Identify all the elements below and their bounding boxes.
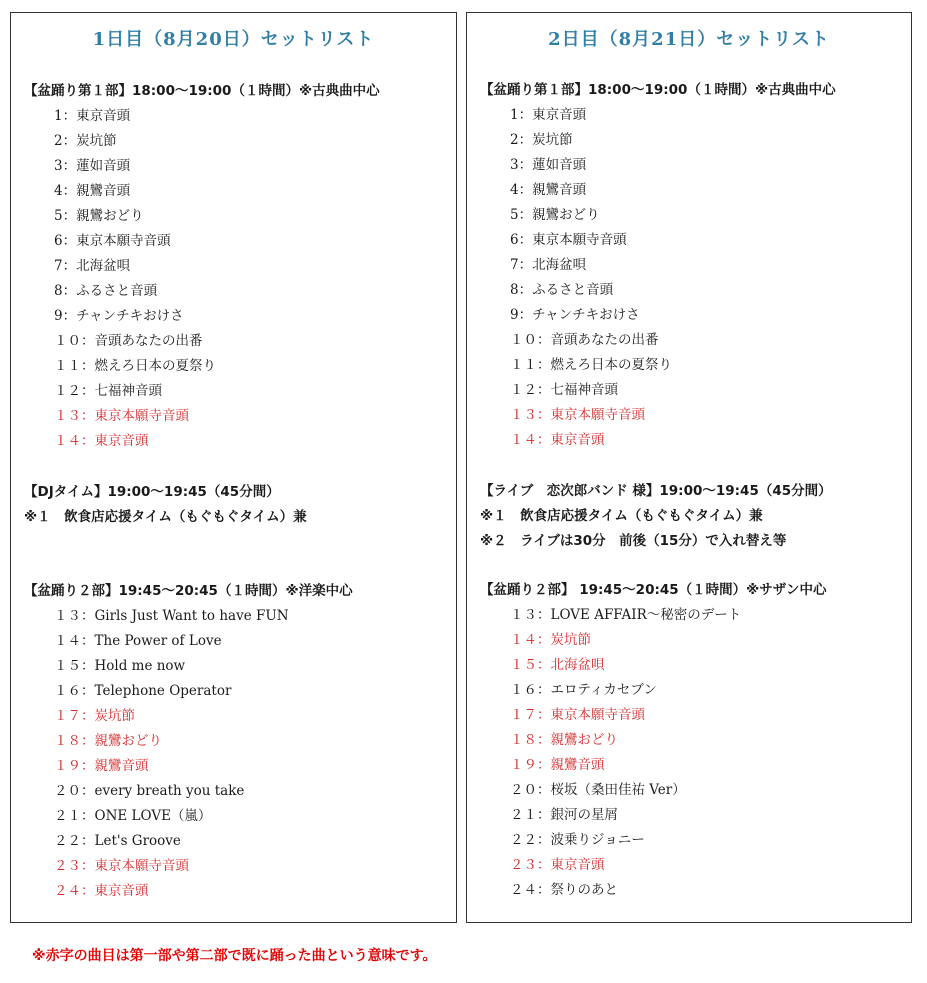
song-item: 2：炭坑節 — [54, 133, 117, 149]
day2-part1-list — [480, 103, 905, 453]
day1-part2-list — [24, 604, 450, 904]
song-item: １２：七福神音頭 — [54, 383, 162, 399]
song-item-repeat: ２３：東京本願寺音頭 — [54, 858, 189, 874]
day2-part2-list — [480, 603, 905, 903]
day1-middle-header: 【DJタイム】19:00～19:45（45分間） — [24, 484, 280, 500]
song-item: １０：音頭あなたの出番 — [510, 332, 659, 348]
day1-middle — [24, 480, 450, 530]
song-item: １２：七福神音頭 — [510, 382, 618, 398]
song-item: 9：チャンチキおけさ — [54, 308, 184, 324]
note-line: ※１ 飲食店応援タイム（もぐもぐタイム）兼 — [24, 509, 307, 525]
song-item: 3：蓮如音頭 — [510, 157, 587, 173]
day2-middle-notes — [480, 504, 905, 554]
song-item: １６：エロティカセブン — [510, 682, 657, 698]
note-line: ※１ 飲食店応援タイム（もぐもぐタイム）兼 — [480, 508, 763, 524]
song-item: １５：Hold me now — [54, 658, 186, 674]
song-item-repeat: １４：東京音頭 — [54, 433, 149, 449]
note-line: ※２ ライブは30分 前後（15分）で入れ替え等 — [480, 533, 787, 549]
song-item: １１：燃えろ日本の夏祭り — [54, 358, 216, 374]
red-text-footnote: ※赤字の曲目は第一部や第二部で既に踊った曲という意味です。 — [32, 948, 437, 964]
song-item: 9：チャンチキおけさ — [510, 307, 640, 323]
song-item: 4：親鸞音頭 — [510, 182, 587, 198]
day1-setlist-panel — [10, 12, 457, 923]
day1-part2 — [24, 579, 450, 904]
song-item: 5：親鸞おどり — [54, 208, 144, 224]
song-item-repeat: ２４：東京音頭 — [54, 883, 149, 899]
song-item-repeat: １３：東京本願寺音頭 — [510, 407, 645, 423]
song-item: 6：東京本願寺音頭 — [510, 232, 627, 248]
song-item-repeat: １５：北海盆唄 — [510, 657, 605, 673]
song-item: 7：北海盆唄 — [510, 257, 587, 273]
song-item: 5：親鸞おどり — [510, 207, 600, 223]
song-item-repeat: ２３：東京音頭 — [510, 857, 605, 873]
day2-setlist-panel — [466, 12, 912, 923]
song-item: ２２：Let's Groove — [54, 833, 181, 849]
song-item-repeat: １８：親鸞おどり — [54, 733, 162, 749]
song-item: 3：蓮如音頭 — [54, 158, 131, 174]
song-item-repeat: １４：炭坑節 — [510, 632, 591, 648]
day2-part2 — [480, 578, 905, 903]
day1-part1 — [24, 79, 450, 454]
song-item: ２０：every breath you take — [54, 783, 245, 799]
day1-part1-list — [24, 104, 450, 454]
day1-part2-header: 【盆踊り２部】19:45～20:45（１時間）※洋楽中心 — [24, 583, 353, 599]
song-item-repeat: １９：親鸞音頭 — [54, 758, 149, 774]
song-item: ２２：波乗りジョニー — [510, 832, 645, 848]
song-item: 2：炭坑節 — [510, 132, 573, 148]
day1-part1-header: 【盆踊り第１部】18:00～19:00（１時間）※古典曲中心 — [24, 83, 380, 99]
song-item: １０：音頭あなたの出番 — [54, 333, 203, 349]
song-item: ２０：桜坂（桑田佳祐 Ver） — [510, 782, 686, 798]
day2-part1-header: 【盆踊り第１部】18:00～19:00（１時間）※古典曲中心 — [480, 82, 836, 98]
song-item: 1：東京音頭 — [54, 108, 131, 124]
song-item: 8：ふるさと音頭 — [54, 283, 158, 299]
day1-middle-notes — [24, 505, 450, 530]
song-item-repeat: １８：親鸞おどり — [510, 732, 618, 748]
song-item: ２１：ONE LOVE（嵐） — [54, 808, 212, 824]
song-item: 4：親鸞音頭 — [54, 183, 131, 199]
song-item: １４：The Power of Love — [54, 633, 222, 649]
song-item: 7：北海盆唄 — [54, 258, 131, 274]
song-item: 6：東京本願寺音頭 — [54, 233, 171, 249]
song-item: １６：Telephone Operator — [54, 683, 232, 699]
song-item: ２４：祭りのあと — [510, 882, 618, 898]
day2-title: 2日目（8月21日）セットリスト — [548, 29, 830, 50]
song-item-repeat: １７：炭坑節 — [54, 708, 135, 724]
song-item: 1：東京音頭 — [510, 107, 587, 123]
song-item: １３：Girls Just Want to have FUN — [54, 608, 289, 624]
day2-part1 — [480, 78, 905, 453]
day2-part2-header: 【盆踊り２部】 19:45～20:45（１時間）※サザン中心 — [480, 582, 827, 598]
song-item-repeat: １４：東京音頭 — [510, 432, 605, 448]
song-item-repeat: １３：東京本願寺音頭 — [54, 408, 189, 424]
day2-middle — [480, 479, 905, 554]
song-item: １３：LOVE AFFAIR～秘密のデート — [510, 607, 742, 623]
song-item: 8：ふるさと音頭 — [510, 282, 614, 298]
song-item: １１：燃えろ日本の夏祭り — [510, 357, 672, 373]
day1-title: 1日目（8月20日）セットリスト — [92, 29, 375, 50]
song-item-repeat: １７：東京本願寺音頭 — [510, 707, 645, 723]
song-item-repeat: １９：親鸞音頭 — [510, 757, 605, 773]
song-item: ２１：銀河の星屑 — [510, 807, 618, 823]
day2-middle-header: 【ライブ 恋次郎バンド 様】19:00～19:45（45分間） — [480, 483, 832, 499]
